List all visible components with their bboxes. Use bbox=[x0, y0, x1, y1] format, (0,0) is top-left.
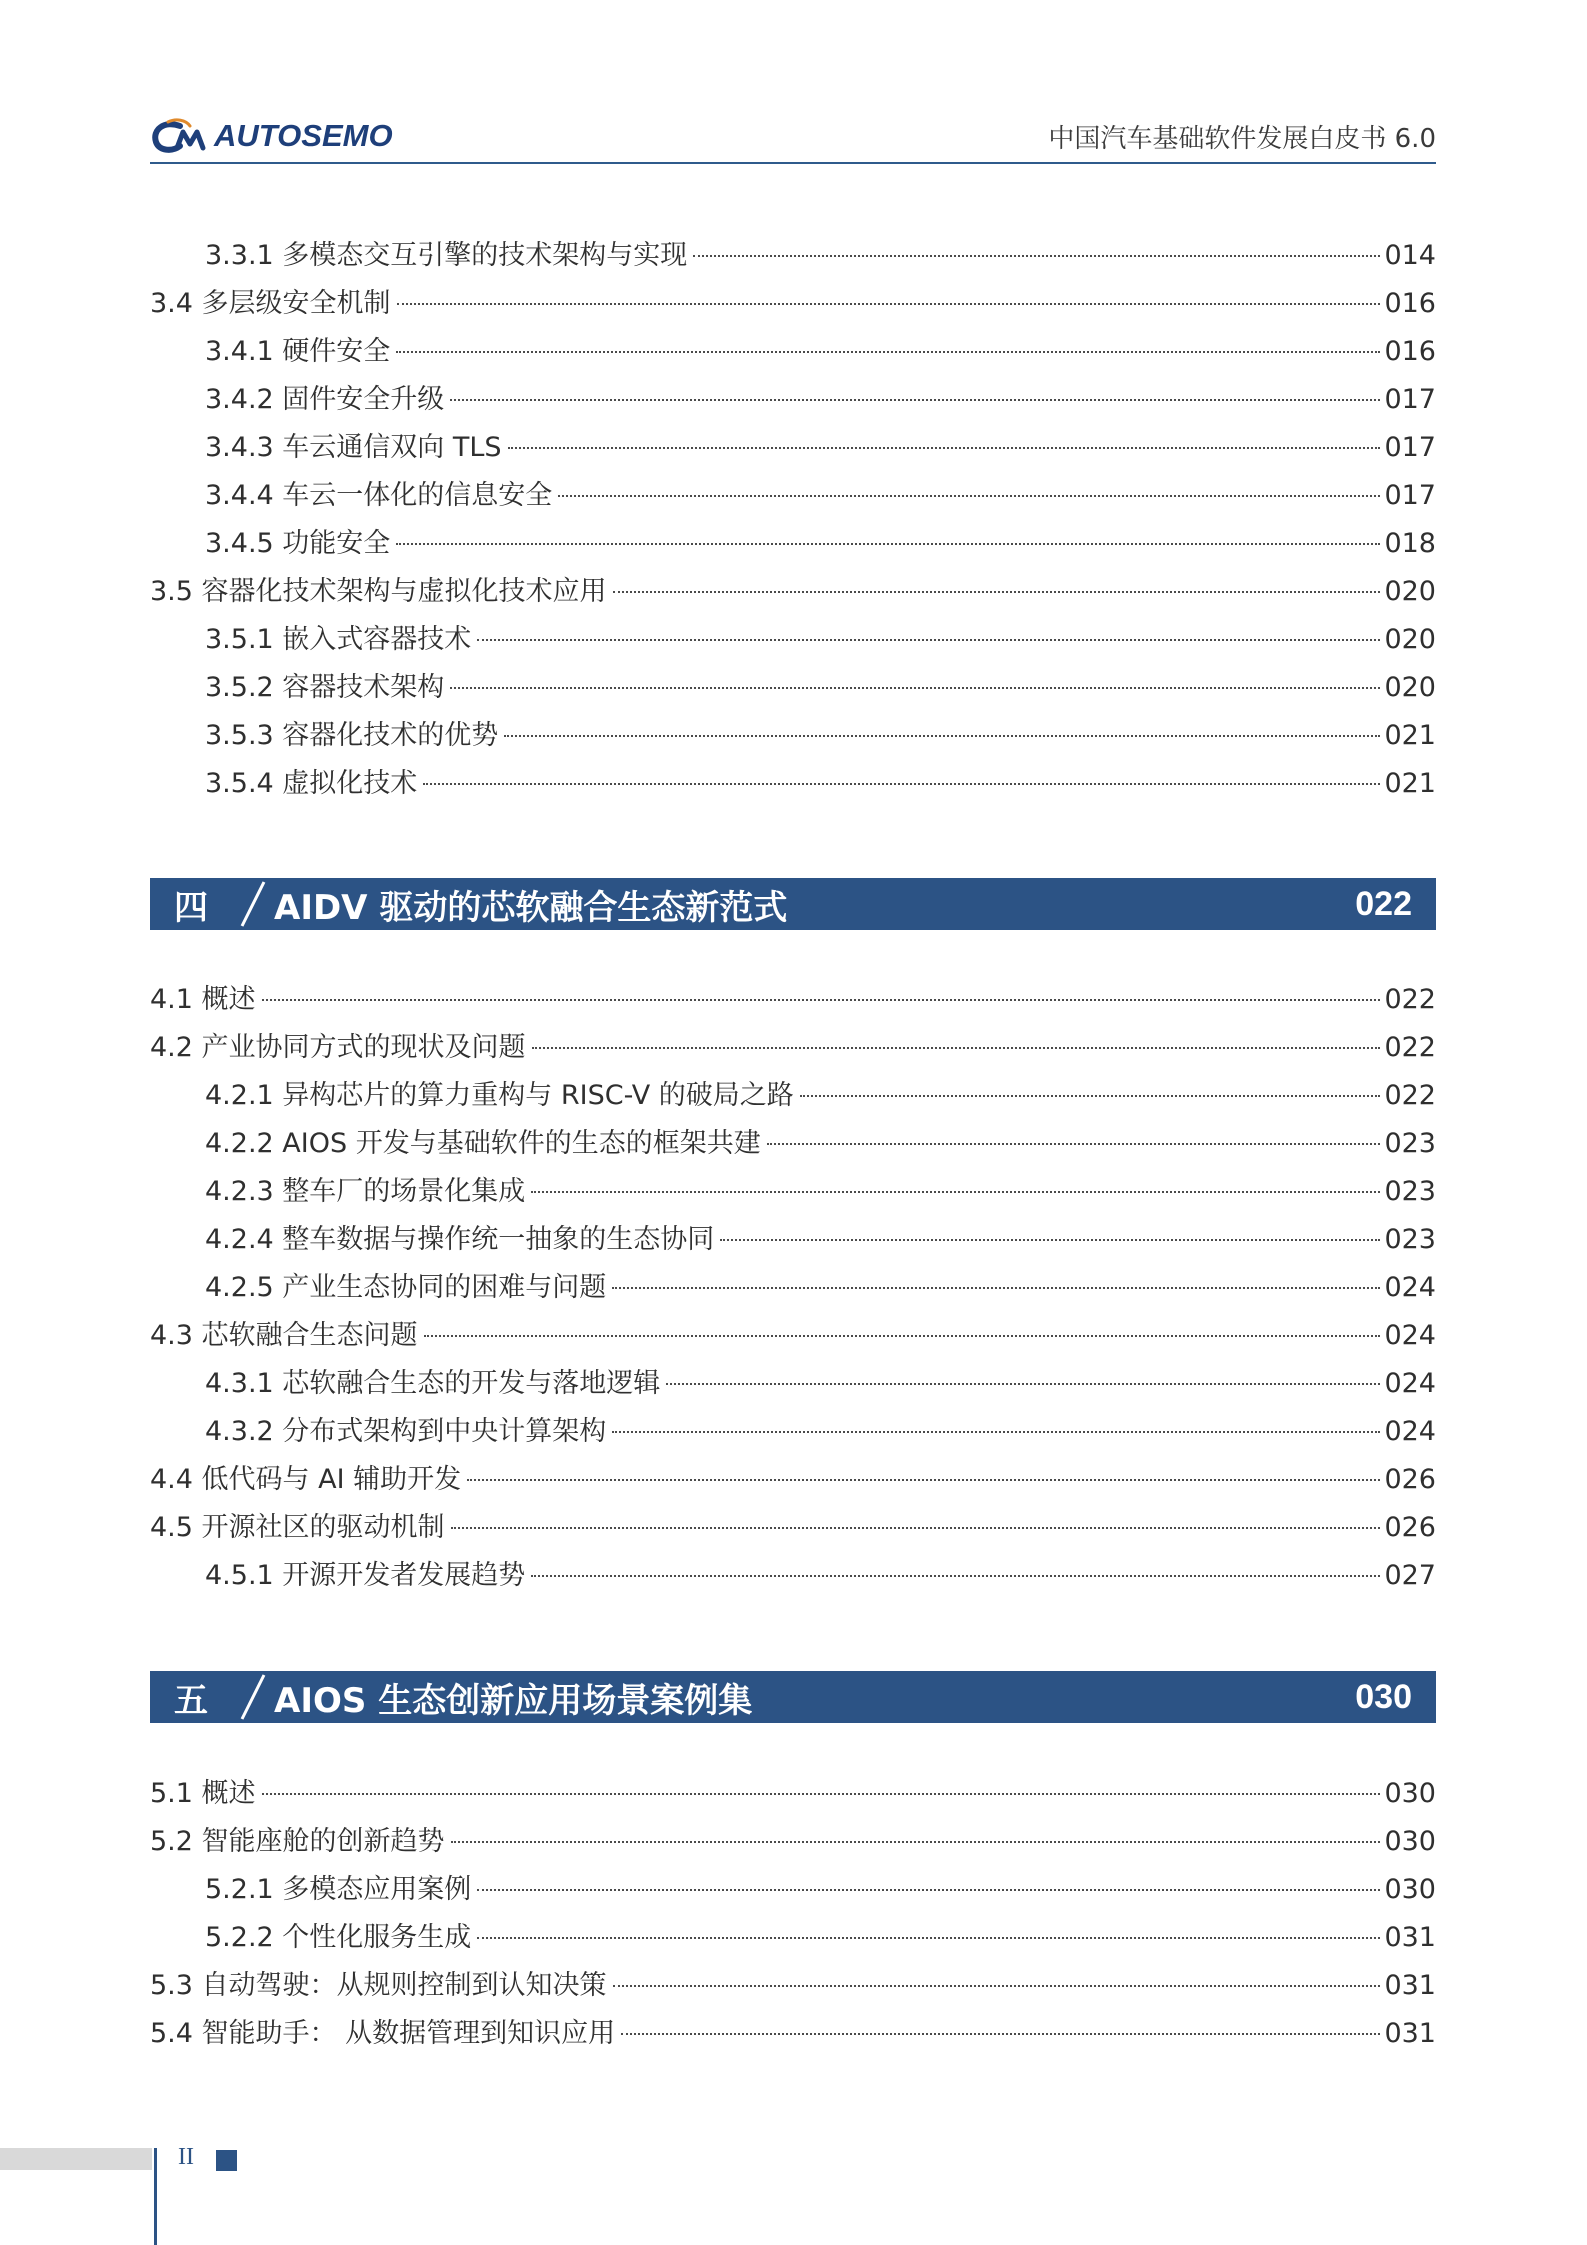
toc-entry[interactable] bbox=[150, 1073, 1436, 1121]
dot-leader bbox=[451, 1841, 1381, 1843]
toc-entry-page: 017 bbox=[1384, 384, 1436, 415]
toc-entry[interactable] bbox=[150, 1121, 1436, 1169]
toc-entry-title: 3.4.2 固件安全升级 bbox=[205, 384, 445, 415]
toc-entry-title: 3.5.3 容器化技术的优势 bbox=[205, 720, 499, 751]
toc-entry[interactable] bbox=[150, 1915, 1436, 1963]
toc-entry[interactable] bbox=[150, 2011, 1436, 2059]
toc-entry-title: 3.4.4 车云一体化的信息安全 bbox=[205, 480, 553, 511]
toc-entry-title: 4.2.1 异构芯片的算力重构与 RISC-V 的破局之路 bbox=[205, 1080, 794, 1111]
dot-leader bbox=[558, 495, 1380, 497]
toc-entry[interactable] bbox=[150, 1963, 1436, 2011]
toc-entry[interactable] bbox=[150, 1313, 1436, 1361]
toc-entry-title: 4.2 产业协同方式的现状及问题 bbox=[150, 1032, 526, 1063]
toc-entry-title: 3.4.5 功能安全 bbox=[205, 528, 391, 559]
chapter-banner-4[interactable] bbox=[150, 878, 1436, 930]
toc-entry-title: 4.3 芯软融合生态问题 bbox=[150, 1320, 418, 1351]
toc-entry-page: 014 bbox=[1384, 240, 1436, 271]
toc-entry-title: 5.1 概述 bbox=[150, 1778, 256, 1809]
toc-section-5 bbox=[150, 1771, 1436, 2059]
toc-entry-page: 027 bbox=[1384, 1560, 1436, 1591]
dot-leader bbox=[450, 399, 1380, 401]
dot-leader bbox=[396, 351, 1380, 353]
toc-entry[interactable] bbox=[150, 377, 1436, 425]
dot-leader bbox=[450, 687, 1380, 689]
logo-wordmark: AUTOSEMO bbox=[214, 118, 393, 153]
toc-entry-page: 020 bbox=[1384, 576, 1436, 607]
toc-entry-page: 023 bbox=[1384, 1176, 1436, 1207]
toc-entry-page: 020 bbox=[1384, 672, 1436, 703]
toc-entry-page: 022 bbox=[1384, 1080, 1436, 1111]
toc-entry-title: 4.2.4 整车数据与操作统一抽象的生态协同 bbox=[205, 1224, 715, 1255]
toc-entry[interactable] bbox=[150, 329, 1436, 377]
toc-entry-title: 4.2.2 AIOS 开发与基础软件的生态的框架共建 bbox=[205, 1128, 761, 1159]
toc-entry-title: 5.3 自动驾驶：从规则控制到认知决策 bbox=[150, 1970, 607, 2001]
toc-entry-page: 020 bbox=[1384, 624, 1436, 655]
toc-entry-page: 021 bbox=[1384, 720, 1436, 751]
dot-leader bbox=[767, 1143, 1381, 1145]
toc-entry-page: 017 bbox=[1384, 432, 1436, 463]
toc-entry[interactable] bbox=[150, 1867, 1436, 1915]
footer-vertical-rule bbox=[154, 2148, 157, 2245]
toc-entry[interactable] bbox=[150, 1505, 1436, 1553]
toc-entry-title: 4.4 低代码与 AI 辅助开发 bbox=[150, 1464, 462, 1495]
dot-leader bbox=[467, 1479, 1380, 1481]
dot-leader bbox=[612, 1287, 1380, 1289]
toc-entry-page: 022 bbox=[1384, 1032, 1436, 1063]
toc-entry[interactable] bbox=[150, 233, 1436, 281]
dot-leader bbox=[508, 447, 1381, 449]
toc-entry-page: 024 bbox=[1384, 1416, 1436, 1447]
toc-entry-page: 021 bbox=[1384, 768, 1436, 799]
dot-leader bbox=[423, 783, 1380, 785]
toc-entry[interactable] bbox=[150, 977, 1436, 1025]
toc-entry-page: 031 bbox=[1384, 2018, 1436, 2049]
toc-entry[interactable] bbox=[150, 1169, 1436, 1217]
toc-entry-page: 018 bbox=[1384, 528, 1436, 559]
toc-entry[interactable] bbox=[150, 1457, 1436, 1505]
toc-entry-page: 030 bbox=[1384, 1874, 1436, 1905]
toc-entry-page: 026 bbox=[1384, 1512, 1436, 1543]
footer-page-number: II bbox=[178, 2144, 194, 2170]
toc-entry[interactable] bbox=[150, 761, 1436, 809]
toc-section-4 bbox=[150, 977, 1436, 1601]
autosemo-logo bbox=[150, 116, 393, 156]
toc-entry-page: 017 bbox=[1384, 480, 1436, 511]
logo-mark-icon bbox=[150, 118, 212, 154]
toc-section-3-continued bbox=[150, 233, 1436, 809]
dot-leader bbox=[477, 639, 1380, 641]
header-divider bbox=[150, 162, 1436, 164]
toc-entry-title: 4.5 开源社区的驱动机制 bbox=[150, 1512, 445, 1543]
dot-leader bbox=[532, 1047, 1381, 1049]
document-title: 中国汽车基础软件发展白皮书 6.0 bbox=[1048, 124, 1436, 154]
toc-entry-page: 016 bbox=[1384, 336, 1436, 367]
toc-entry[interactable] bbox=[150, 1553, 1436, 1601]
toc-entry-title: 3.4 多层级安全机制 bbox=[150, 288, 391, 319]
dot-leader bbox=[262, 999, 1381, 1001]
toc-entry[interactable] bbox=[150, 1819, 1436, 1867]
toc-entry[interactable] bbox=[150, 1771, 1436, 1819]
dot-leader bbox=[531, 1575, 1380, 1577]
footer-gray-bar bbox=[0, 2148, 152, 2170]
chapter-title: AIOS 生态创新应用场景案例集 bbox=[274, 1680, 753, 1721]
toc-entry-title: 3.3.1 多模态交互引擎的技术架构与实现 bbox=[205, 240, 688, 271]
toc-entry-page: 030 bbox=[1384, 1826, 1436, 1857]
dot-leader bbox=[621, 2033, 1380, 2035]
toc-entry[interactable] bbox=[150, 665, 1436, 713]
dot-leader bbox=[424, 1335, 1381, 1337]
dot-leader bbox=[477, 1889, 1380, 1891]
dot-leader bbox=[451, 1527, 1381, 1529]
toc-entry[interactable] bbox=[150, 569, 1436, 617]
toc-entry-page: 024 bbox=[1384, 1320, 1436, 1351]
toc-entry[interactable] bbox=[150, 425, 1436, 473]
toc-entry-title: 3.5.1 嵌入式容器技术 bbox=[205, 624, 472, 655]
toc-entry[interactable] bbox=[150, 1409, 1436, 1457]
toc-entry[interactable] bbox=[150, 281, 1436, 329]
toc-entry[interactable] bbox=[150, 521, 1436, 569]
dot-leader bbox=[612, 1431, 1380, 1433]
toc-entry-page: 024 bbox=[1384, 1368, 1436, 1399]
toc-entry-title: 4.3.2 分布式架构到中央计算架构 bbox=[205, 1416, 607, 1447]
toc-entry-title: 3.5 容器化技术架构与虚拟化技术应用 bbox=[150, 576, 607, 607]
toc-entry[interactable] bbox=[150, 617, 1436, 665]
dot-leader bbox=[396, 543, 1380, 545]
toc-entry-title: 5.2.1 多模态应用案例 bbox=[205, 1874, 472, 1905]
dot-leader bbox=[800, 1095, 1381, 1097]
slash-divider-icon bbox=[232, 1671, 272, 1723]
toc-entry-page: 022 bbox=[1384, 984, 1436, 1015]
dot-leader bbox=[397, 303, 1381, 305]
dot-leader bbox=[693, 255, 1380, 257]
dot-leader bbox=[477, 1937, 1380, 1939]
toc-entry[interactable] bbox=[150, 1217, 1436, 1265]
chapter-number: 五 bbox=[174, 1680, 208, 1721]
page-header bbox=[150, 112, 1436, 158]
toc-entry[interactable] bbox=[150, 713, 1436, 761]
dot-leader bbox=[666, 1383, 1380, 1385]
slash-divider-icon bbox=[232, 878, 272, 930]
toc-entry-page: 026 bbox=[1384, 1464, 1436, 1495]
dot-leader bbox=[720, 1239, 1380, 1241]
chapter-number: 四 bbox=[174, 887, 208, 928]
dot-leader bbox=[262, 1793, 1381, 1795]
toc-entry-title: 5.4 智能助手： 从数据管理到知识应用 bbox=[150, 2018, 616, 2049]
toc-entry[interactable] bbox=[150, 1025, 1436, 1073]
toc-entry-title: 4.2.3 整车厂的场景化集成 bbox=[205, 1176, 526, 1207]
toc-entry-title: 4.1 概述 bbox=[150, 984, 256, 1015]
toc-entry-page: 023 bbox=[1384, 1128, 1436, 1159]
toc-entry-page: 024 bbox=[1384, 1272, 1436, 1303]
chapter-banner-5[interactable] bbox=[150, 1671, 1436, 1723]
chapter-page-number: 022 bbox=[1355, 884, 1412, 923]
chapter-title: AIDV 驱动的芯软融合生态新范式 bbox=[274, 887, 788, 928]
toc-entry-page: 031 bbox=[1384, 1922, 1436, 1953]
toc-entry-page: 031 bbox=[1384, 1970, 1436, 2001]
toc-entry-title: 4.2.5 产业生态协同的困难与问题 bbox=[205, 1272, 607, 1303]
dot-leader bbox=[613, 591, 1381, 593]
dot-leader bbox=[531, 1191, 1380, 1193]
toc-entry-title: 5.2.2 个性化服务生成 bbox=[205, 1922, 472, 1953]
toc-entry-title: 3.4.1 硬件安全 bbox=[205, 336, 391, 367]
toc-entry[interactable] bbox=[150, 1361, 1436, 1409]
chapter-page-number: 030 bbox=[1355, 1677, 1412, 1716]
toc-entry-page: 016 bbox=[1384, 288, 1436, 319]
footer-square-icon bbox=[216, 2150, 237, 2171]
toc-entry-title: 3.5.2 容器技术架构 bbox=[205, 672, 445, 703]
toc-entry-page: 030 bbox=[1384, 1778, 1436, 1809]
dot-leader bbox=[504, 735, 1380, 737]
toc-entry[interactable] bbox=[150, 1265, 1436, 1313]
toc-entry-title: 3.4.3 车云通信双向 TLS bbox=[205, 432, 502, 463]
dot-leader bbox=[613, 1985, 1381, 1987]
toc-entry-title: 4.5.1 开源开发者发展趋势 bbox=[205, 1560, 526, 1591]
toc-entry[interactable] bbox=[150, 473, 1436, 521]
toc-entry-title: 3.5.4 虚拟化技术 bbox=[205, 768, 418, 799]
toc-entry-title: 4.3.1 芯软融合生态的开发与落地逻辑 bbox=[205, 1368, 661, 1399]
toc-entry-title: 5.2 智能座舱的创新趋势 bbox=[150, 1826, 445, 1857]
toc-entry-page: 023 bbox=[1384, 1224, 1436, 1255]
